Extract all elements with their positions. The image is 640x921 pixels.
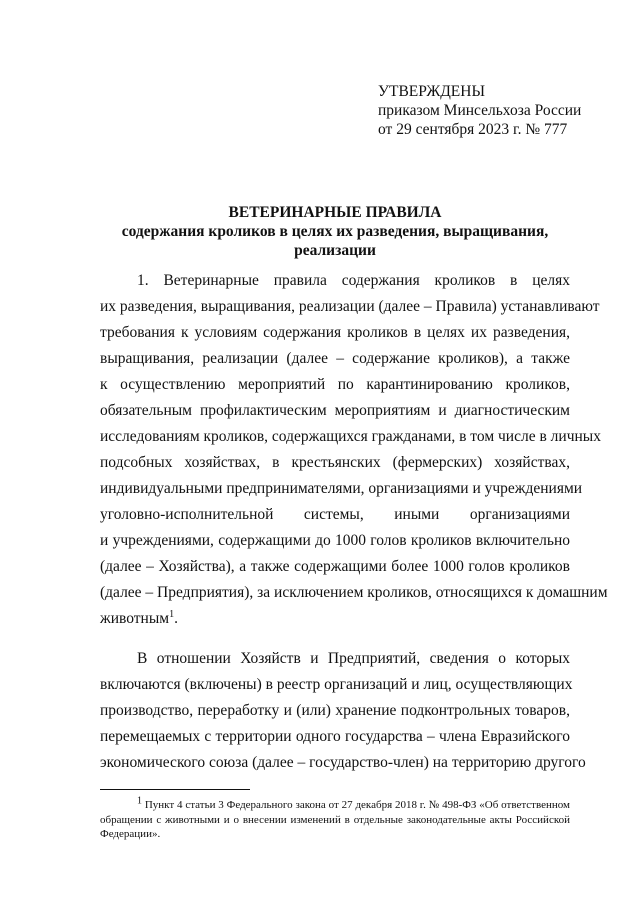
p1-line: подсобных хозяйствах, в крестьянских (фермерских) хозяйствах, xyxy=(100,454,570,471)
paragraph-2 xyxy=(100,646,586,776)
paragraph-1 xyxy=(100,268,608,632)
p1-line: выращивания, реализации (далее – содержание кроликов), а также xyxy=(100,350,570,367)
p2-line: экономического союза (далее – государство-член) на территорию другого xyxy=(100,754,586,771)
title-line-1: ВЕТЕРИНАРНЫЕ ПРАВИЛА xyxy=(228,204,442,221)
footnote xyxy=(100,795,570,842)
p1-line: обязательным профилактическим мероприятиям и диагностическим xyxy=(100,402,570,419)
p1-line: (далее – Предприятия), за исключением кроликов, относящихся к домашним xyxy=(100,584,608,601)
footnote-mark: 1 xyxy=(137,795,142,807)
p2-line: включаются (включены) в реестр организаций и лиц, осуществляющих xyxy=(100,676,573,693)
p1-line: животным xyxy=(100,610,170,627)
p1-last-line: животным$^1$. xyxy=(100,608,178,627)
document-body xyxy=(100,268,608,776)
p2-line: В отношении Хозяйств и Предприятий, сведения о которых xyxy=(137,650,570,667)
p1-line: уголовно-исполнительной системы, иными организациями xyxy=(100,506,570,523)
p1-line: индивидуальными предпринимателями, организациями и учреждениями xyxy=(100,480,583,497)
approval-date: от 29 сентября 2023 г. № 777 xyxy=(378,121,568,138)
p1-line: их разведения, выращивания, реализации (далее – Правила) устанавливают xyxy=(100,298,600,315)
document-title xyxy=(100,203,570,260)
footnote-separator xyxy=(100,789,250,790)
p1-line: 1. Ветеринарные правила содержания кроликов в целях xyxy=(137,272,570,289)
approval-block xyxy=(378,82,581,139)
footnote-first-line xyxy=(100,795,570,813)
p1-line: (далее – Хозяйства), а также содержащими более 1000 голов кроликов xyxy=(100,558,570,575)
footnote-reference[interactable]: 1 xyxy=(169,608,175,620)
footnote-line: обращении с животными и о внесении изменений в отдельные законодательные акты Российской xyxy=(100,813,570,826)
approval-order: приказом Минсельхоза России xyxy=(378,102,582,119)
p1-line: требования к условиям содержания кроликов в целях их разведения, xyxy=(100,324,570,341)
title-line-2: содержания кроликов в целях их разведения, выращивания, xyxy=(121,223,549,240)
p2-line: перемещаемых с территории одного государства – члена Евразийского xyxy=(100,728,570,745)
p2-line: производство, переработку и (или) хранение подконтрольных товаров, xyxy=(100,702,570,719)
p1-line: к осуществлению мероприятий по карантинированию кроликов, xyxy=(100,376,570,393)
title-line-3: реализации xyxy=(294,242,376,259)
approval-heading: УТВЕРЖДЕНЫ xyxy=(378,83,485,100)
p1-line: и учреждениями, содержащими до 1000 голов кроликов включительно xyxy=(100,532,570,549)
p1-line: исследованиям кроликов, содержащихся гражданами, в том числе в личных xyxy=(100,428,601,445)
footnote-line: Федерации». xyxy=(100,828,161,840)
footnote-line: Пункт 4 статьи 3 Федерального закона от 27 декабря 2018 г. № 498-ФЗ «Об ответственном xyxy=(142,799,570,811)
